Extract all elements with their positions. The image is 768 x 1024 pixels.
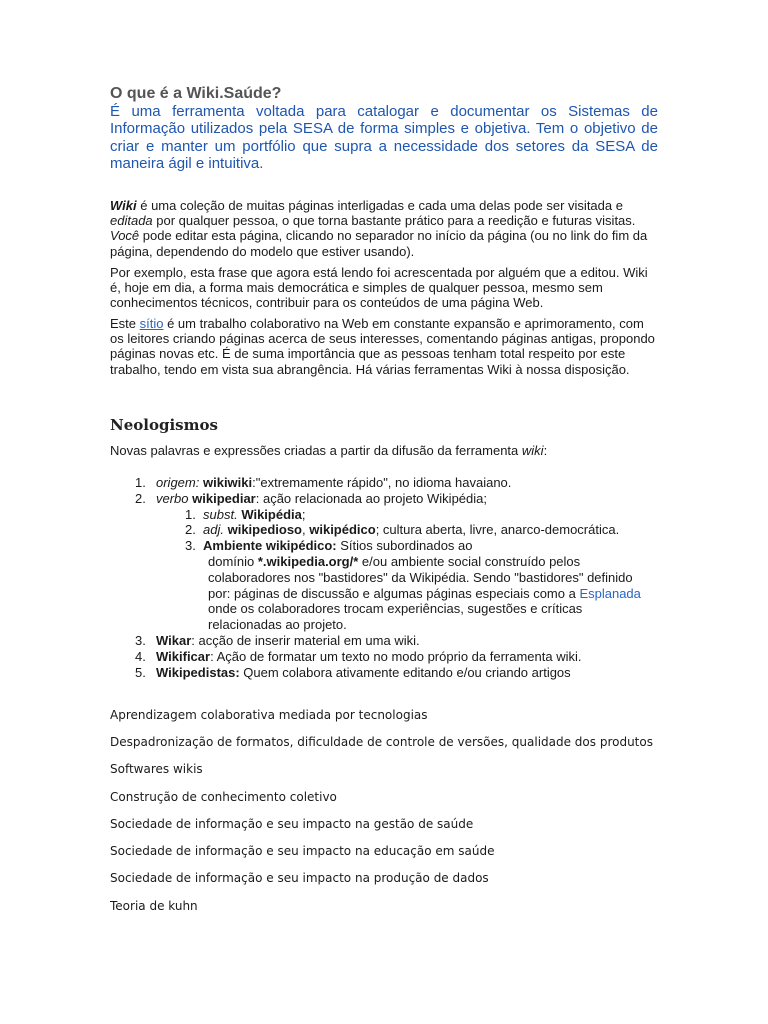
sub-list — [110, 507, 658, 633]
list-item: 3. Wikar: acção de inserir material em uma wiki. — [135, 632, 420, 648]
example-paragraph: Por exemplo, esta frase que agora está lendo foi acrescentada por alguém que a editou. Wiki é, hoje em dia, a forma mais democrática e simples de qualquer pessoa, mesmo sem conhecimentos técnicos, contribuir para os conteúdos de uma página Web. — [110, 265, 648, 311]
neologismos-heading: Neologismos — [110, 416, 218, 434]
topic-item: Softwares wikis — [110, 762, 203, 776]
topic-item: Despadronização de formatos, dificuldade de controle de versões, qualidade dos produtos — [110, 735, 653, 749]
list-item: 1. origem: wikiwiki:"extremamente rápido", no idioma havaiano. — [135, 475, 512, 490]
site-paragraph: Este sítio é um trabalho colaborativo na Web em constante expansão e aprimoramento, com os leitores criando páginas acerca de seus interesses, comentando páginas antigas, propondo páginas novas etc. É de suma importância que as pessoas tenham total respeito por este trabalho, tendo em vista sua abrangência. Há várias ferramentas Wiki à nossa disposição. — [110, 316, 655, 377]
esplanada-link[interactable]: Esplanada — [579, 585, 641, 601]
neologismos-intro: Novas palavras e expressões criadas a partir da difusão da ferramenta wiki: — [110, 443, 548, 458]
topic-item: Sociedade de informação e seu impacto na educação em saúde — [110, 844, 495, 858]
topic-item: Construção de conhecimento coletivo — [110, 790, 337, 804]
sub-list-item: 2. adj. wikipedioso, wikipédico; cultura aberta, livre, anarco-democrática. — [185, 522, 620, 538]
sub-list-container — [110, 507, 658, 633]
topic-item: Aprendizagem colaborativa mediada por tecnologias — [110, 708, 428, 722]
topic-item: Sociedade de informação e seu impacto na gestão de saúde — [110, 817, 474, 831]
neologismos-list — [110, 475, 658, 680]
wiki-term: Wiki — [110, 198, 137, 213]
list-item: 4. Wikificar: Ação de formatar um texto no modo próprio da ferramenta wiki. — [135, 648, 582, 664]
sub-item-continuation: domínio *.wikipedia.org/* e/ou ambiente social construído pelos colaboradores nos "bastidores" da Wikipédia. Sendo "bastidores" definido por: páginas de discussão e algumas páginas especiais como a Esplanada onde os colaboradores trocam experiências, sugestões e críticas relacionadas ao projeto. — [208, 553, 641, 633]
page-title: O que é a Wiki.Saúde? — [110, 85, 282, 102]
sub-list-item: 1. subst. Wikipédia; — [185, 506, 306, 522]
list-item: 2. verbo wikipediar: ação relacionada ao projeto Wikipédia; — [135, 490, 487, 506]
wiki-definition-paragraph: Wiki é uma coleção de muitas páginas interligadas e cada uma delas pode ser visitada e editada por qualquer pessoa, o que torna bastante prático para a reedição e futuras visitas. Você pode editar esta página, clicando no separador no início da página (ou no link do fim da página, dependendo do modelo que estiver usando). — [110, 198, 648, 259]
sub-list-item: 3. Ambiente wikipédico: Sítios subordinados ao domínio *.wikipedia.org/* e/ou ambiente social construído pelos colaboradores nos "bastidores" da Wikipédia. Sendo "bastidores" definido por: páginas de discussão e algumas páginas especiais como a Esplanada onde os colaboradores trocam experiências, sugestões e críticas relacionadas ao projeto. — [110, 538, 658, 633]
topic-item: Teoria de kuhn — [110, 899, 198, 913]
list-item: 5. Wikipedistas: Quem colabora ativamente editando e/ou criando artigos — [135, 664, 571, 680]
sitio-link[interactable]: sítio — [139, 316, 164, 331]
topic-item: Sociedade de informação e seu impacto na produção de dados — [110, 871, 489, 885]
intro-paragraph: É uma ferramenta voltada para catalogar e documentar os Sistemas de Informação utilizados pela SESA de forma simples e objetiva. Tem o objetivo de criar e manter um portfólio que supra a necessidade dos setores da SESA de maneira ágil e intuitiva. — [110, 103, 658, 173]
